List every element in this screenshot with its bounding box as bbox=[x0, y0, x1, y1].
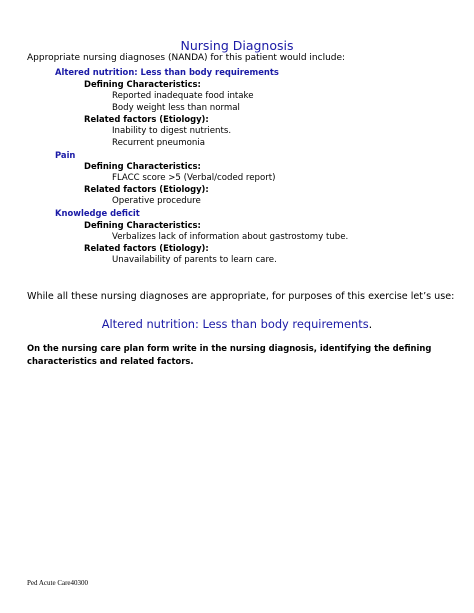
selection-paragraph: While all these nursing diagnoses are appropriate, for purposes of this exercise let’s use: bbox=[27, 291, 455, 302]
diagnosis-name: Knowledge deficit bbox=[55, 208, 140, 218]
diagnosis-name: Altered nutrition: Less than body requirements bbox=[55, 67, 279, 77]
defining-characteristics-label: Defining Characteristics: bbox=[84, 79, 201, 89]
defining-characteristic: Reported inadequate food intake bbox=[112, 91, 254, 101]
defining-characteristic: Body weight less than normal bbox=[112, 103, 240, 113]
intro-text: Appropriate nursing diagnoses (NANDA) for this patient would include: bbox=[27, 53, 346, 63]
related-factors-label: Related factors (Etiology): bbox=[84, 184, 209, 194]
page-title: Nursing Diagnosis bbox=[180, 38, 294, 53]
related-factor: Inability to digest nutrients. bbox=[112, 126, 232, 136]
instruction-text: On the nursing care plan form write in the nursing diagnosis, identifying the defining characteristics and related factors. bbox=[27, 343, 432, 366]
related-factors-label: Related factors (Etiology): bbox=[84, 114, 209, 124]
chosen-diagnosis-text: Altered nutrition: Less than body requirements bbox=[101, 317, 369, 331]
diagnosis-name: Pain bbox=[55, 150, 76, 160]
related-factor: Recurrent pneumonia bbox=[112, 138, 205, 148]
related-factor: Unavailability of parents to learn care. bbox=[112, 255, 277, 265]
defining-characteristic: Verbalizes lack of information about gastrostomy tube. bbox=[112, 232, 349, 242]
related-factors-label: Related factors (Etiology): bbox=[84, 243, 209, 253]
footer-text: Ped Acute Care40300 bbox=[27, 579, 89, 587]
related-factor: Operative procedure bbox=[112, 196, 201, 206]
defining-characteristic: FLACC score >5 (Verbal/coded report) bbox=[112, 173, 276, 183]
defining-characteristics-label: Defining Characteristics: bbox=[84, 220, 201, 230]
defining-characteristics-label: Defining Characteristics: bbox=[84, 161, 201, 171]
chosen-diagnosis bbox=[0, 317, 474, 331]
chosen-diagnosis-period: . bbox=[368, 317, 373, 331]
